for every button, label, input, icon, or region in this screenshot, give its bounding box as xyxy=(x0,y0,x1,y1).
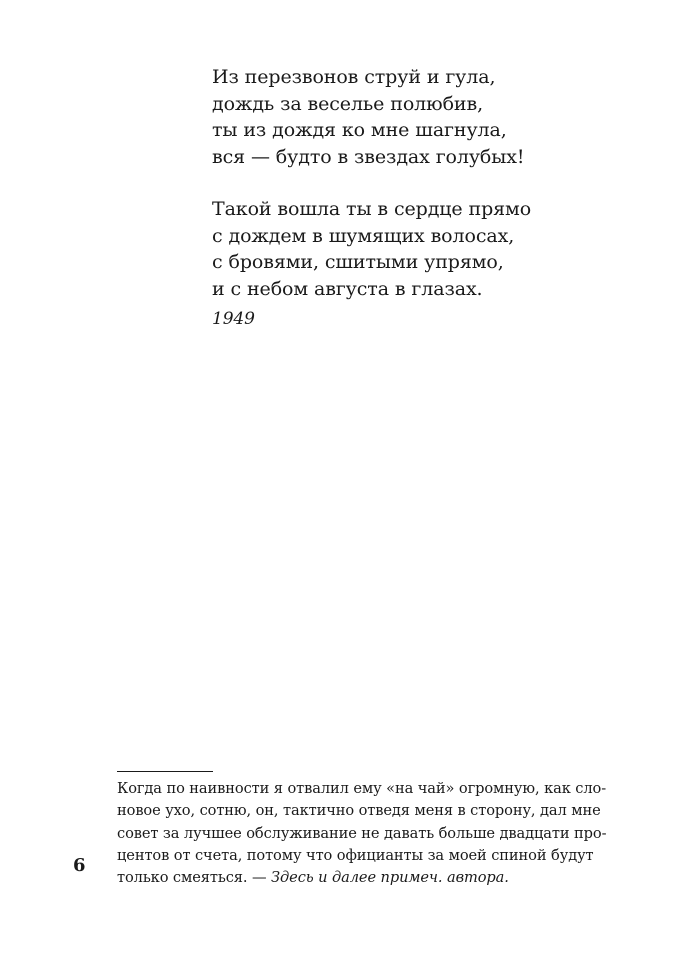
poem-line: и с небом августа в глазах. xyxy=(212,277,483,300)
footnote-line: совет за лучшее обслуживание не давать больше двадцати про- xyxy=(117,824,607,842)
poem-line: ты из дождя ко мне шагнула, xyxy=(212,119,507,141)
footnote-line: центов от счета, потому что официанты за моей спиной будут xyxy=(117,846,594,864)
footnote-last-line xyxy=(117,867,599,889)
footnote-line: Когда по наивности я отвалил ему «на чай» огромную, как сло- xyxy=(117,780,607,797)
footnote-divider xyxy=(117,771,213,772)
poem-line: вся — будто в звездах голубых! xyxy=(212,145,525,168)
poem-date: 1949 xyxy=(212,309,255,329)
footnote-attribution: Здесь и далее примеч. автора. xyxy=(271,869,509,887)
poem-stanza-2 xyxy=(212,196,632,302)
poem-line: дождь за веселье полюбив, xyxy=(212,92,484,115)
poem-line: Такой вошла ты в сердце прямо xyxy=(212,198,532,220)
footnote-line: только смеяться. — xyxy=(117,869,267,887)
footnote-line: новое ухо, сотню, он, тактично отведя меня в сторону, дал мне xyxy=(117,802,601,820)
poem xyxy=(212,64,632,333)
page-number: 6 xyxy=(73,855,86,876)
poem-line: с дождем в шумящих волосах, xyxy=(212,224,515,247)
poem-line: Из перезвонов струй и гула, xyxy=(212,66,496,88)
footnote xyxy=(117,778,607,889)
poem-stanza-1 xyxy=(212,64,632,170)
poem-line: с бровями, сшитыми упрямо, xyxy=(212,251,504,273)
